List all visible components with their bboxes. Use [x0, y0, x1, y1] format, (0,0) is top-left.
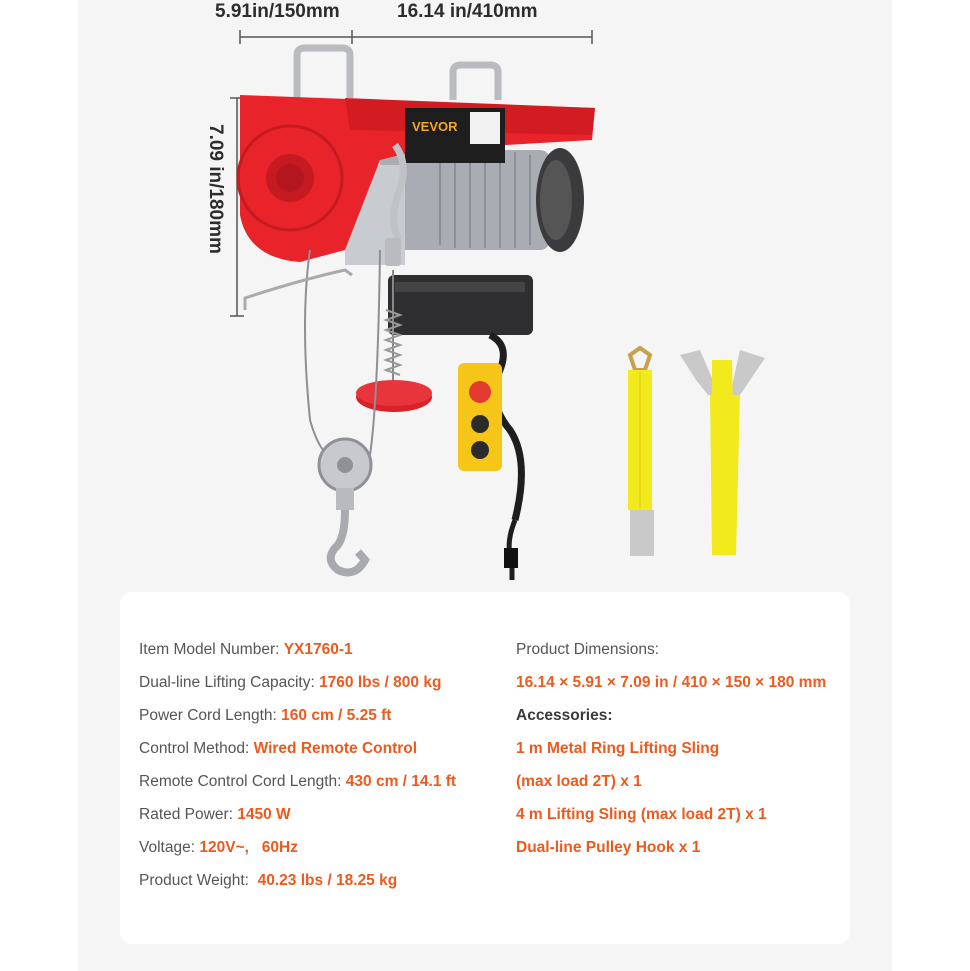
spec-model: Item Model Number: YX1760-1: [139, 641, 353, 658]
spec-capacity: Dual-line Lifting Capacity: 1760 lbs / 800 kg: [139, 674, 442, 691]
accessory-item: 4 m Lifting Sling (max load 2T) x 1: [516, 806, 767, 823]
dimensions-value: 16.14 × 5.91 × 7.09 in / 410 × 150 × 180 mm: [516, 674, 827, 691]
remote-control: [458, 335, 521, 580]
accessory-item: (max load 2T) x 1: [516, 773, 642, 790]
spec-voltage: Voltage: 120V~, 60Hz: [139, 839, 298, 856]
pulley-hook: [319, 439, 371, 572]
spec-remote-cord: Remote Control Cord Length: 430 cm / 14.1 ft: [139, 773, 457, 790]
spec-rated-power: Rated Power: 1450 W: [139, 806, 291, 823]
flat-sling: [680, 350, 765, 555]
ring-sling: [628, 348, 654, 556]
spec-weight: Product Weight: 40.23 lbs / 18.25 kg: [139, 872, 398, 889]
accessory-item: Dual-line Pulley Hook x 1: [516, 839, 701, 856]
accessories-label: Accessories:: [516, 707, 613, 724]
spec-power-cord: Power Cord Length: 160 cm / 5.25 ft: [139, 707, 392, 724]
wire-rope: [305, 250, 335, 460]
width-large-label: 16.14 in/410mm: [397, 1, 538, 22]
side-handle: [245, 270, 352, 310]
vevor-logo: VEVOR: [412, 119, 458, 134]
gearbox: [388, 275, 533, 335]
motor: [345, 148, 584, 265]
accessory-item: 1 m Metal Ring Lifting Sling: [516, 740, 720, 757]
height-label: 7.09 in/180mm: [205, 124, 226, 254]
mount-brackets: [297, 48, 498, 100]
width-small-label: 5.91in/150mm: [215, 1, 340, 22]
spec-control-method: Control Method: Wired Remote Control: [139, 740, 418, 757]
dimensions-label: Product Dimensions:: [516, 641, 660, 658]
